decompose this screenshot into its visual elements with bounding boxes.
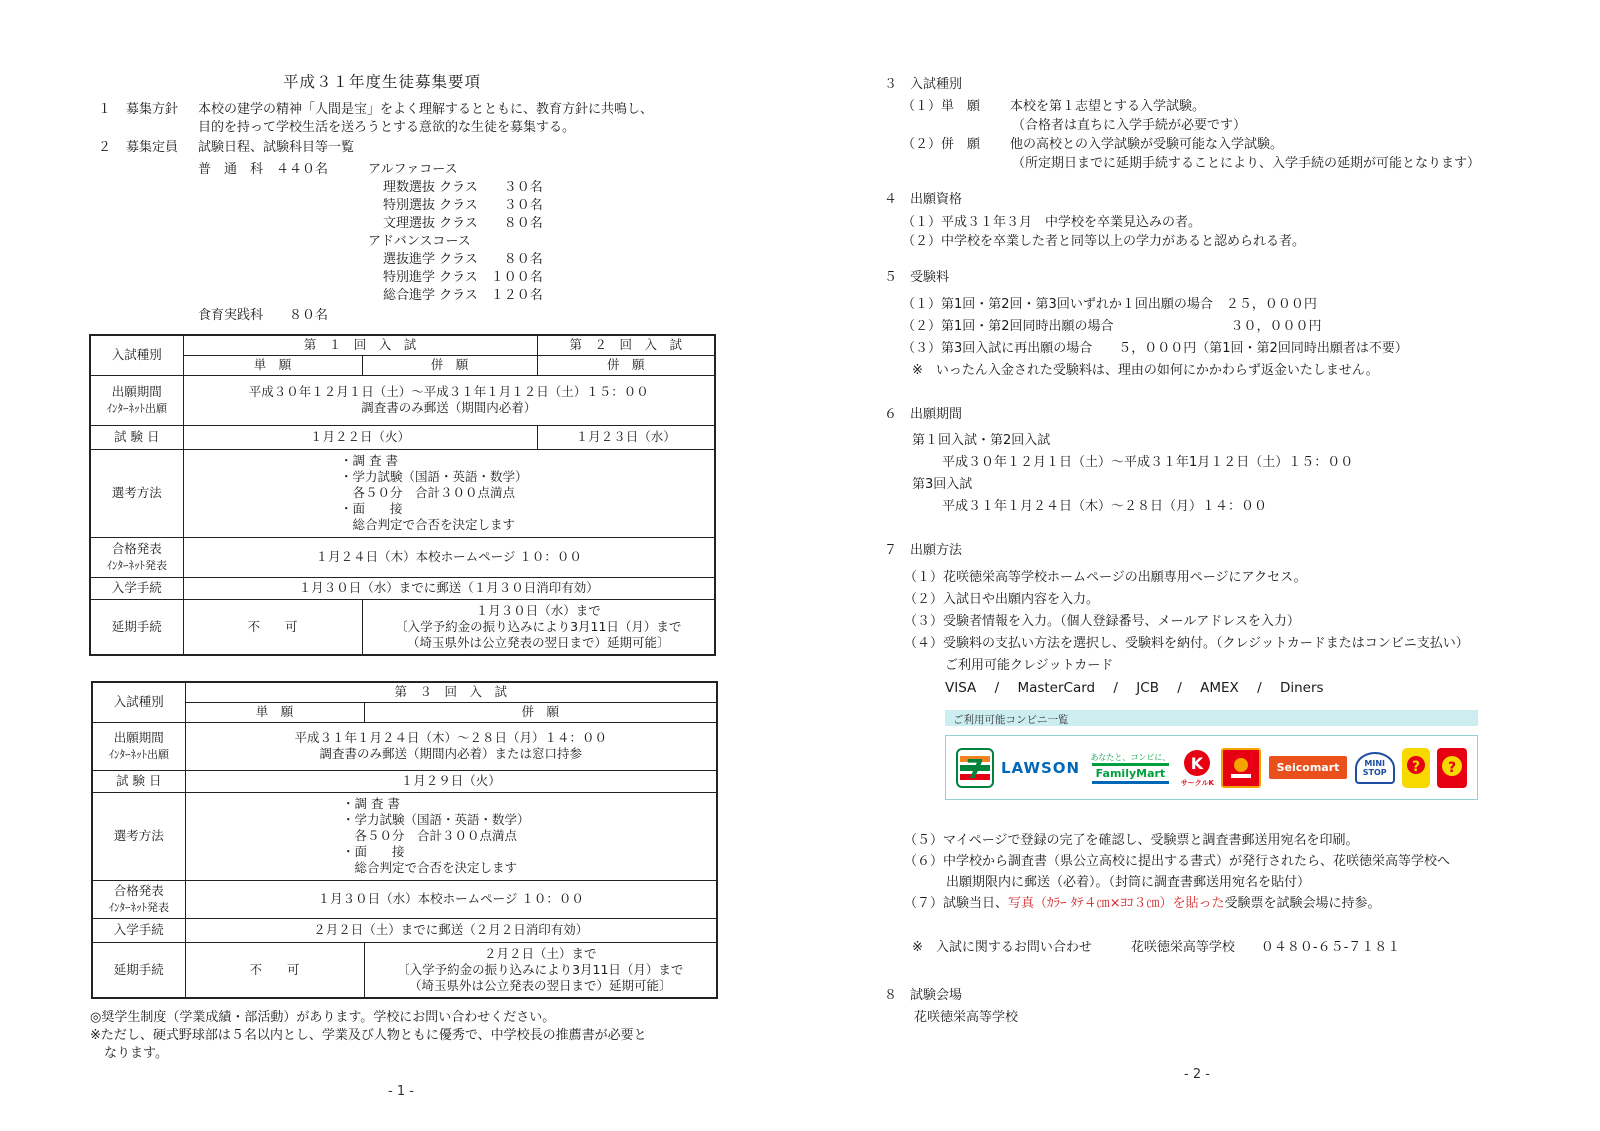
s6-line-4: 平成３１年１月２４日（木）～２８日（月）１４：００ bbox=[942, 499, 1268, 514]
exam-table-round3 bbox=[91, 681, 718, 999]
period-value-line1: 平成３１年１月２４日（木）～２８日（月）１４：００ bbox=[294, 730, 608, 745]
advance-class-3: 総合進学 クラス １２０名 bbox=[383, 288, 543, 303]
defer-single: 不 可 bbox=[185, 942, 364, 998]
result-label-sub: ｲﾝﾀｰﾈｯﾄ発表 bbox=[106, 558, 167, 572]
s2-heading: 募集定員 bbox=[126, 140, 179, 155]
food-course-capacity: 食育実践科 ８０名 bbox=[198, 308, 329, 323]
result-label-text: 合格発表 bbox=[113, 882, 164, 898]
daily-yamazaki-mark bbox=[1404, 751, 1428, 785]
daily-yamazaki-logo bbox=[1402, 748, 1430, 788]
s7-heading: ７ 出願方法 bbox=[884, 543, 963, 558]
combined-header: 併 願 bbox=[362, 355, 537, 375]
s1-text-2: 目的を持って学校生活を送ろうとする意欲的な生徒を募集する。 bbox=[198, 120, 576, 135]
period-value-line2: 調査書のみ郵送（期間内必着）または窓口持参 bbox=[319, 746, 583, 761]
s7-line-2: （２）入試日や出願内容を入力。 bbox=[904, 592, 1100, 607]
method-value bbox=[183, 449, 715, 537]
s5-refund-note: ※ いったん入金された受験料は、理由の如何にかかわらず返金いたしません。 bbox=[912, 363, 1379, 378]
s6-heading: ６ 出願期間 bbox=[884, 407, 963, 422]
familymart-logo bbox=[1087, 752, 1173, 784]
type-label: 入試種別 bbox=[92, 682, 185, 722]
defer-line2: 〔入学予約金の振り込みにより3月11日（月）まで bbox=[397, 961, 684, 977]
sunkus-logo bbox=[1221, 748, 1261, 788]
combined-header: 併 願 bbox=[364, 702, 717, 722]
defer-single: 不 可 bbox=[183, 599, 362, 655]
s3-combined-text: 他の高校との入学試験が受験可能な入学試験。 bbox=[1010, 137, 1284, 152]
s3-single-label: （１）単 願 bbox=[902, 99, 981, 114]
enroll-value: １月３０日（水）までに郵送（１月３０日消印有効） bbox=[183, 577, 715, 599]
period-label-sub: ｲﾝﾀｰﾈｯﾄ出願 bbox=[108, 747, 169, 761]
page-2 bbox=[800, 0, 1600, 1131]
card-separator: / bbox=[1177, 680, 1182, 696]
card-separator: / bbox=[994, 680, 1000, 696]
defer-line3: （埼玉県外は公立発表の翌日まで）延期可能〕 bbox=[409, 977, 672, 993]
familymart-name: FamilyMart bbox=[1092, 763, 1170, 784]
alpha-class-3: 文理選抜 クラス ８０名 bbox=[383, 216, 543, 231]
enroll-label: 入学手続 bbox=[92, 918, 185, 942]
s8-venue: 花咲徳栄高等学校 bbox=[914, 1010, 1019, 1025]
document-title: 平成３１年度生徒募集要項 bbox=[283, 73, 482, 91]
method-line: ・面 接 bbox=[342, 844, 405, 859]
result-value: １月２４日（木）本校ホームページ １０：００ bbox=[183, 537, 715, 577]
s7-line-7 bbox=[904, 895, 1381, 913]
card-visa: VISA bbox=[945, 680, 977, 696]
svg-text:K: K bbox=[1191, 753, 1204, 773]
result-label-sub: ｲﾝﾀｰﾈｯﾄ発表 bbox=[108, 900, 169, 914]
konbini-banner: ご利用可能コンビニ一覧 bbox=[945, 710, 1478, 726]
defer-label: 延期手続 bbox=[92, 942, 185, 998]
circle-k-logo bbox=[1181, 748, 1214, 788]
s6-line-1: 第１回入試・第2回入試 bbox=[912, 433, 1051, 448]
method-line: 各５０分 合計３００点満点 bbox=[342, 828, 518, 843]
page-number: - 2 - bbox=[1184, 1067, 1210, 1082]
method-line: 各５０分 合計３００点満点 bbox=[340, 485, 516, 500]
familymart-tagline: あなたと、コンビに、 bbox=[1090, 752, 1171, 762]
svg-text:?: ? bbox=[1411, 758, 1421, 775]
type-label: 入試種別 bbox=[90, 335, 183, 375]
result-label-text: 合格発表 bbox=[111, 540, 162, 556]
baseball-note-2: なります。 bbox=[104, 1046, 168, 1061]
card-amex: AMEX bbox=[1200, 680, 1239, 696]
s2-number: ２ bbox=[98, 140, 112, 155]
circle-k-mark bbox=[1182, 748, 1212, 778]
round2-header: 第 ２ 回 入 試 bbox=[537, 335, 715, 355]
s7-line-4: （４）受験料の支払い方法を選択し、受験料を納付。（クレジットカードまたはコンビニ支払い） bbox=[904, 636, 1469, 651]
defer-line2: 〔入学予約金の振り込みにより3月11日（月）まで bbox=[395, 618, 682, 634]
advance-class-1: 選抜進学 クラス ８０名 bbox=[383, 252, 543, 267]
result-label bbox=[90, 537, 183, 577]
period-label-sub: ｲﾝﾀｰﾈｯﾄ出願 bbox=[106, 401, 167, 415]
s4-heading: ４ 出願資格 bbox=[884, 192, 963, 207]
photo-requirement-note: 写真（ｶﾗｰ ﾀﾃ４㎝×ﾖｺ３㎝）を貼った bbox=[1008, 896, 1225, 911]
ministop-logo: MINI STOP bbox=[1355, 752, 1395, 784]
s4-line-1: （１）平成３１年３月 中学校を卒業見込みの者。 bbox=[902, 215, 1202, 230]
konbini-logo-panel bbox=[945, 735, 1478, 800]
alpha-class-1: 理数選抜 クラス ３０名 bbox=[383, 180, 543, 195]
method-label: 選考方法 bbox=[92, 792, 185, 880]
s1-number: １ bbox=[98, 102, 112, 117]
date-round2: １月２３日（水） bbox=[537, 425, 715, 449]
period-value-line2: 調査書のみ郵送（期間内必着） bbox=[361, 400, 537, 415]
credit-card-list bbox=[945, 680, 1324, 696]
svg-text:?: ? bbox=[1448, 759, 1457, 776]
combined2-header: 併 願 bbox=[537, 355, 715, 375]
general-course-capacity: 普 通 科 ４４０名 bbox=[198, 162, 329, 177]
period-label bbox=[92, 722, 185, 770]
period-label bbox=[90, 375, 183, 425]
alpha-class-2: 特別選抜 クラス ３０名 bbox=[383, 198, 543, 213]
defer-line1: ２月２日（土）まで bbox=[484, 945, 597, 961]
card-mastercard: MasterCard bbox=[1017, 680, 1096, 696]
baseball-note-1: ※ただし、硬式野球部は５名以内とし、学業及び人物ともに優秀で、中学校長の推薦書が必要と bbox=[90, 1028, 647, 1043]
defer-line3: （埼玉県外は公立発表の翌日まで）延期可能〕 bbox=[407, 634, 670, 650]
sunkus-mark bbox=[1226, 753, 1256, 783]
s6-line-2: 平成３０年１２月１日（土）～平成３１年1月１２日（土）１５：００ bbox=[942, 455, 1354, 470]
period-value bbox=[185, 722, 717, 770]
single-header: 単 願 bbox=[185, 702, 364, 722]
round1-header: 第 １ 回 入 試 bbox=[183, 335, 537, 355]
exam-table-round1-2 bbox=[89, 334, 716, 656]
enroll-label: 入学手続 bbox=[90, 577, 183, 599]
s6-line-3: 第3回入試 bbox=[912, 477, 973, 492]
card-separator: / bbox=[1113, 680, 1118, 696]
s4-line-2: （２）中学校を卒業した者と同等以上の学力があると認められる者。 bbox=[902, 234, 1306, 249]
yamazaki-shop-mark bbox=[1439, 751, 1465, 785]
date-label: 試 験 日 bbox=[92, 770, 185, 792]
s5-heading: ５ 受験料 bbox=[884, 270, 950, 285]
scholarship-note: ◎奨学生制度（学業成績・部活動）があります。学校にお問い合わせください。 bbox=[90, 1010, 556, 1025]
seicomart-logo: Seicomart bbox=[1269, 756, 1348, 779]
s7-line-7-prefix: （７）試験当日、 bbox=[904, 896, 1009, 911]
card-separator: / bbox=[1257, 680, 1262, 696]
method-line: 総合判定で合否を決定します bbox=[342, 860, 518, 875]
s7-line-1: （１）花咲徳栄高等学校ホームページの出願専用ページにアクセス。 bbox=[904, 570, 1307, 585]
s5-line-3: （３）第3回入試に再出願の場合 ５，０００円（第1回・第2回同時出願者は不要） bbox=[902, 341, 1408, 356]
enroll-value: ２月２日（土）までに郵送（２月２日消印有効） bbox=[185, 918, 717, 942]
s7-line-6a: （６）中学校から調査書（県公立高校に提出する書式）が発行されたら、花咲徳栄高等学校へ bbox=[904, 854, 1451, 869]
round3-header: 第 ３ 回 入 試 bbox=[185, 682, 717, 702]
period-label-text: 出願期間 bbox=[111, 383, 162, 399]
period-label-text: 出願期間 bbox=[113, 729, 164, 745]
s2-subtitle: 試験日程、試験科目等一覧 bbox=[198, 140, 355, 155]
lawson-logo: LAWSON bbox=[1000, 758, 1081, 777]
s1-heading: 募集方針 bbox=[126, 102, 179, 117]
yamazaki-shop-logo bbox=[1437, 748, 1467, 788]
advance-course: アドバンスコース bbox=[368, 234, 471, 249]
alpha-course: アルファコース bbox=[368, 162, 458, 177]
date-label: 試 験 日 bbox=[90, 425, 183, 449]
s5-line-1: （１）第1回・第2回・第3回いずれか１回出願の場合 ２５，０００円 bbox=[902, 297, 1317, 312]
method-line: ・調 査 書 bbox=[340, 453, 398, 468]
s8-heading: ８ 試験会場 bbox=[884, 988, 963, 1003]
date-value: １月２９日（火） bbox=[185, 770, 717, 792]
s3-heading: ３ 入試種別 bbox=[884, 77, 963, 92]
circle-k-label: サークルK bbox=[1180, 778, 1214, 787]
method-line: ・面 接 bbox=[340, 501, 403, 516]
single-header: 単 願 bbox=[183, 355, 362, 375]
method-line: ・学力試験（国語・英語・数学） bbox=[340, 469, 528, 484]
method-label: 選考方法 bbox=[90, 449, 183, 537]
page-number: - 1 - bbox=[388, 1084, 414, 1099]
method-value bbox=[185, 792, 717, 880]
defer-label: 延期手続 bbox=[90, 599, 183, 655]
date-round1: １月２２日（火） bbox=[183, 425, 537, 449]
defer-combined bbox=[364, 942, 717, 998]
card-diners: Diners bbox=[1279, 680, 1324, 696]
result-value: １月３０日（水）本校ホームページ １０：００ bbox=[185, 880, 717, 918]
period-value bbox=[183, 375, 715, 425]
s1-text-1: 本校の建学の精神「人間是宝」をよく理解するとともに、教育方針に共鳴し、 bbox=[198, 102, 654, 117]
s3-combined-label: （２）併 願 bbox=[902, 137, 981, 152]
result-label bbox=[92, 880, 185, 918]
s5-line-2: （２）第1回・第2回同時出願の場合 ３０，０００円 bbox=[902, 319, 1322, 334]
s7-line-3: （３）受験者情報を入力。（個人登録番号、メールアドレスを入力） bbox=[904, 614, 1300, 629]
card-jcb: JCB bbox=[1136, 680, 1159, 696]
credit-cards-heading: ご利用可能クレジットカード bbox=[945, 658, 1114, 673]
seven-eleven-logo bbox=[956, 748, 994, 788]
s7-line-6b: 出願期限内に郵送（必着）。（封筒に調査書郵送用宛名を貼付） bbox=[946, 875, 1311, 890]
s3-single-text: 本校を第１志望とする入学試験。 bbox=[1010, 99, 1206, 114]
s3-combined-note: （所定期日までに延期手続することにより、入学手続の延期が可能となります） bbox=[1012, 156, 1481, 171]
defer-line1: １月３０日（水）まで bbox=[475, 602, 601, 618]
s3-single-note: （合格者は直ちに入学手続が必要です） bbox=[1012, 118, 1247, 133]
period-value-line1: 平成３０年１２月１日（土）～平成３１年１月１２日（土）１５：００ bbox=[248, 384, 649, 399]
defer-combined bbox=[362, 599, 715, 655]
method-line: ・調 査 書 bbox=[342, 796, 400, 811]
contact-line: ※ 入試に関するお問い合わせ 花咲徳栄高等学校 ０４８０-６５-７１８１ bbox=[912, 940, 1401, 955]
method-line: ・学力試験（国語・英語・数学） bbox=[342, 812, 530, 827]
s7-line-7-suffix: 受験票を試験会場に持参。 bbox=[1224, 896, 1381, 911]
svg-text:7: 7 bbox=[965, 754, 984, 785]
advance-class-2: 特別進学 クラス １００名 bbox=[383, 270, 543, 285]
s7-line-5: （５）マイページで登録の完了を確認し、受験票と調査書郵送用宛名を印刷。 bbox=[904, 833, 1359, 848]
method-line: 総合判定で合否を決定します bbox=[340, 517, 516, 532]
seven-eleven-mark bbox=[958, 750, 992, 786]
